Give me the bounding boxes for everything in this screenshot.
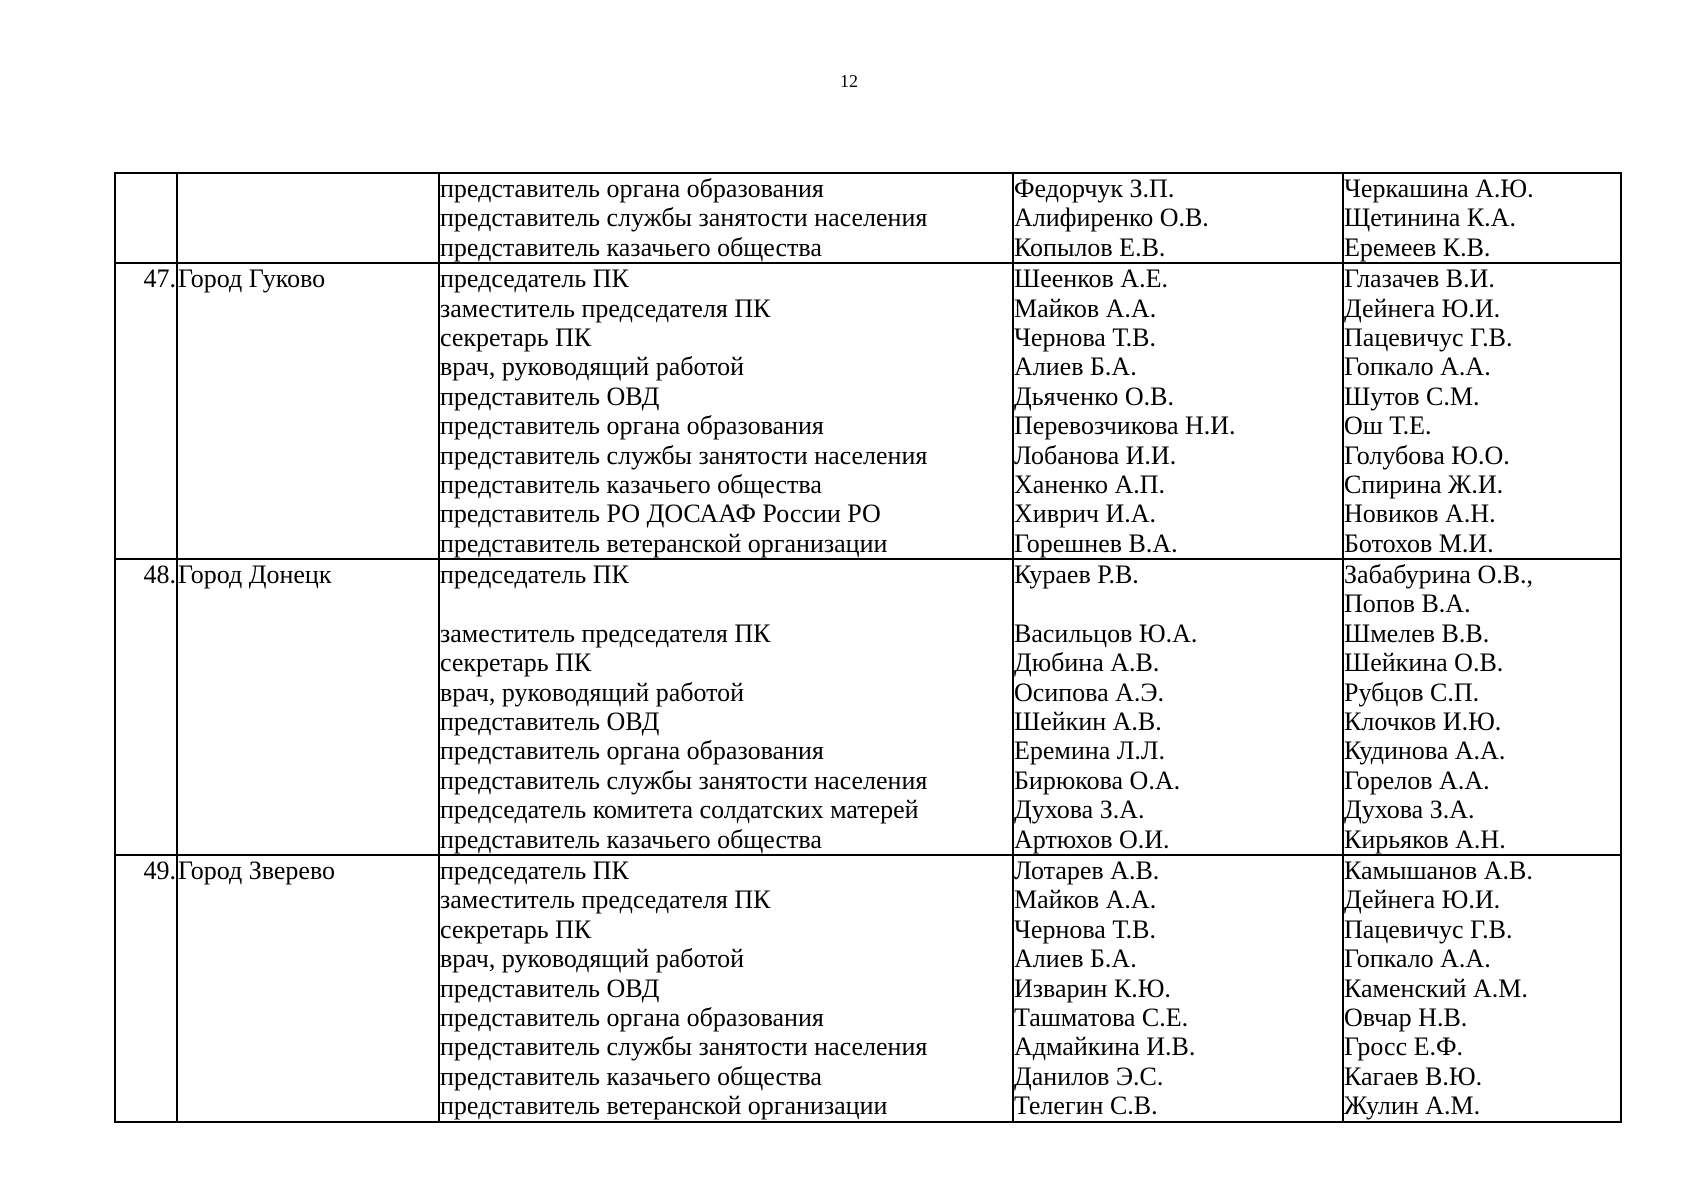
table-row xyxy=(115,173,1621,263)
row-number: 47. xyxy=(143,264,176,294)
reserve-line: Гопкало А.А. xyxy=(1344,944,1491,974)
member-line: Кураев Р.В. xyxy=(1014,560,1139,590)
row-number: 48. xyxy=(143,560,176,590)
role-line: председатель ПК xyxy=(440,855,629,885)
table-body xyxy=(115,173,1621,1122)
reserve-line: Спирина Ж.И. xyxy=(1344,469,1504,499)
reserve-line: Рубцов С.П. xyxy=(1344,677,1480,707)
role-line: представитель ОВД xyxy=(440,707,660,737)
member-line: Телегин С.В. xyxy=(1014,1091,1158,1121)
reserve-line: Жулин А.М. xyxy=(1344,1091,1481,1121)
reserves-cell xyxy=(1343,173,1621,263)
roles-cell xyxy=(439,855,1013,1122)
reserve-line: Камышанов А.В. xyxy=(1344,855,1533,885)
reserve-line: Шутов С.М. xyxy=(1344,381,1480,411)
members-cell xyxy=(1013,263,1343,559)
role-line: врач, руководящий работой xyxy=(440,677,745,707)
reserve-line: Пацевичус Г.В. xyxy=(1344,914,1513,944)
role-line: врач, руководящий работой xyxy=(440,352,745,382)
reserve-line: Глазачев В.И. xyxy=(1344,264,1495,294)
role-line: представитель ветеранской организации xyxy=(440,528,888,558)
role-line: представитель ветеранской организации xyxy=(440,1091,888,1121)
reserve-line: Шмелев В.В. xyxy=(1344,618,1490,648)
member-line: Хиврич И.А. xyxy=(1014,499,1157,529)
reserve-line: Гросс Е.Ф. xyxy=(1344,1032,1464,1062)
role-line: представитель казачьего общества xyxy=(440,469,822,499)
roles-cell xyxy=(439,263,1013,559)
reserves-cell xyxy=(1343,263,1621,559)
role-line: представитель органа образования xyxy=(440,174,824,203)
role-line: представитель службы занятости населения xyxy=(440,765,928,795)
member-line: Осипова А.Э. xyxy=(1014,677,1165,707)
reserve-line: Горелов А.А. xyxy=(1344,765,1490,795)
table-row xyxy=(115,263,1621,559)
member-line: Копылов Е.В. xyxy=(1014,232,1166,262)
member-line: Духова З.А. xyxy=(1014,795,1145,825)
role-line: врач, руководящий работой xyxy=(440,944,745,974)
reserve-line: Новиков А.Н. xyxy=(1344,499,1496,529)
members-cell xyxy=(1013,173,1343,263)
city-name: Город Донецк xyxy=(178,560,332,590)
reserve-line: Овчар Н.В. xyxy=(1344,1002,1468,1032)
member-line: Данилов Э.С. xyxy=(1014,1061,1164,1091)
reserve-line: Забабурина О.В., xyxy=(1344,560,1534,590)
member-line: Лобанова И.И. xyxy=(1014,440,1177,470)
city-name xyxy=(178,174,438,203)
role-line: представитель службы занятости населения xyxy=(440,203,928,233)
member-line: Лотарев А.В. xyxy=(1014,855,1160,885)
member-line: Бирюкова О.А. xyxy=(1014,765,1181,795)
reserve-line: Ош Т.Е. xyxy=(1344,411,1432,441)
member-line xyxy=(1014,589,1342,618)
member-line: Васильцов Ю.А. xyxy=(1014,618,1198,648)
reserve-line: Еремеев К.В. xyxy=(1344,232,1491,262)
reserve-line: Попов В.А. xyxy=(1344,589,1471,619)
row-number-cell xyxy=(115,263,177,559)
member-line: Артюхов О.И. xyxy=(1014,824,1170,854)
reserve-line: Гопкало А.А. xyxy=(1344,352,1491,382)
member-line: Чернова Т.В. xyxy=(1014,914,1156,944)
city-name: Город Гуково xyxy=(178,264,326,294)
member-line: Алиев Б.А. xyxy=(1014,944,1137,974)
reserve-line: Духова З.А. xyxy=(1344,795,1475,825)
city-cell xyxy=(177,855,439,1122)
member-line: Шейкин А.В. xyxy=(1014,707,1162,737)
role-line: председатель ПК xyxy=(440,560,629,590)
role-line: представитель казачьего общества xyxy=(440,1061,822,1091)
reserve-line: Клочков И.Ю. xyxy=(1344,707,1502,737)
reserve-line: Ботохов М.И. xyxy=(1344,528,1494,558)
role-line: представитель органа образования xyxy=(440,1002,824,1032)
role-line: представитель казачьего общества xyxy=(440,824,822,854)
role-line: представитель ОВД xyxy=(440,973,660,1003)
member-line: Перевозчикова Н.И. xyxy=(1014,411,1236,441)
reserve-line: Дейнега Ю.И. xyxy=(1344,885,1501,915)
row-number: 49. xyxy=(143,855,176,885)
table-row xyxy=(115,559,1621,855)
members-cell xyxy=(1013,559,1343,855)
member-line: Еремина Л.Л. xyxy=(1014,736,1166,766)
commission-table xyxy=(114,172,1622,1123)
reserves-cell xyxy=(1343,559,1621,855)
city-cell xyxy=(177,263,439,559)
roles-cell xyxy=(439,173,1013,263)
member-line: Ханенко А.П. xyxy=(1014,469,1166,499)
reserve-line: Кудинова А.А. xyxy=(1344,736,1506,766)
reserve-line: Голубова Ю.О. xyxy=(1344,440,1510,470)
role-line: заместитель председателя ПК xyxy=(440,885,771,915)
member-line: Горешнев В.А. xyxy=(1014,528,1178,558)
member-line: Чернова Т.В. xyxy=(1014,322,1156,352)
role-line: председатель ПК xyxy=(440,264,629,294)
role-line: представитель РО ДОСААФ России РО xyxy=(440,499,881,529)
member-line: Дьяченко О.В. xyxy=(1014,381,1175,411)
member-line: Шеенков А.Е. xyxy=(1014,264,1168,294)
city-cell xyxy=(177,173,439,263)
role-line xyxy=(440,589,1012,618)
members-cell xyxy=(1013,855,1343,1122)
member-line: Майков А.А. xyxy=(1014,885,1157,915)
reserve-line: Черкашина А.Ю. xyxy=(1344,174,1534,203)
page-number: 12 xyxy=(840,71,858,91)
row-number-cell xyxy=(115,173,177,263)
member-line: Майков А.А. xyxy=(1014,293,1157,323)
member-line: Дюбина А.В. xyxy=(1014,648,1160,678)
role-line: представитель казачьего общества xyxy=(440,232,822,262)
reserve-line: Кагаев В.Ю. xyxy=(1344,1061,1483,1091)
role-line: представитель органа образования xyxy=(440,411,824,441)
role-line: секретарь ПК xyxy=(440,322,592,352)
role-line: представитель службы занятости населения xyxy=(440,440,928,470)
reserve-line: Шейкина О.В. xyxy=(1344,648,1504,678)
reserve-line: Каменский А.М. xyxy=(1344,973,1528,1003)
reserve-line: Пацевичус Г.В. xyxy=(1344,322,1513,352)
reserve-line: Щетинина К.А. xyxy=(1344,203,1516,233)
table-row xyxy=(115,855,1621,1122)
member-line: Адмайкина И.В. xyxy=(1014,1032,1196,1062)
role-line: председатель комитета солдатских матерей xyxy=(440,795,919,825)
role-line: заместитель председателя ПК xyxy=(440,618,771,648)
row-number-cell xyxy=(115,559,177,855)
role-line: представитель органа образования xyxy=(440,736,824,766)
roles-cell xyxy=(439,559,1013,855)
role-line: секретарь ПК xyxy=(440,914,592,944)
city-name: Город Зверево xyxy=(178,855,336,885)
role-line: секретарь ПК xyxy=(440,648,592,678)
member-line: Изварин К.Ю. xyxy=(1014,973,1171,1003)
role-line: представитель ОВД xyxy=(440,381,660,411)
member-line: Ташматова С.Е. xyxy=(1014,1002,1189,1032)
reserve-line: Дейнега Ю.И. xyxy=(1344,293,1501,323)
reserves-cell xyxy=(1343,855,1621,1122)
reserve-line: Кирьяков А.Н. xyxy=(1344,824,1506,854)
row-number xyxy=(116,174,176,203)
member-line: Федорчук З.П. xyxy=(1014,174,1175,203)
city-cell xyxy=(177,559,439,855)
member-line: Алиев Б.А. xyxy=(1014,352,1137,382)
member-line: Алифиренко О.В. xyxy=(1014,203,1209,233)
role-line: заместитель председателя ПК xyxy=(440,293,771,323)
role-line: представитель службы занятости населения xyxy=(440,1032,928,1062)
row-number-cell xyxy=(115,855,177,1122)
